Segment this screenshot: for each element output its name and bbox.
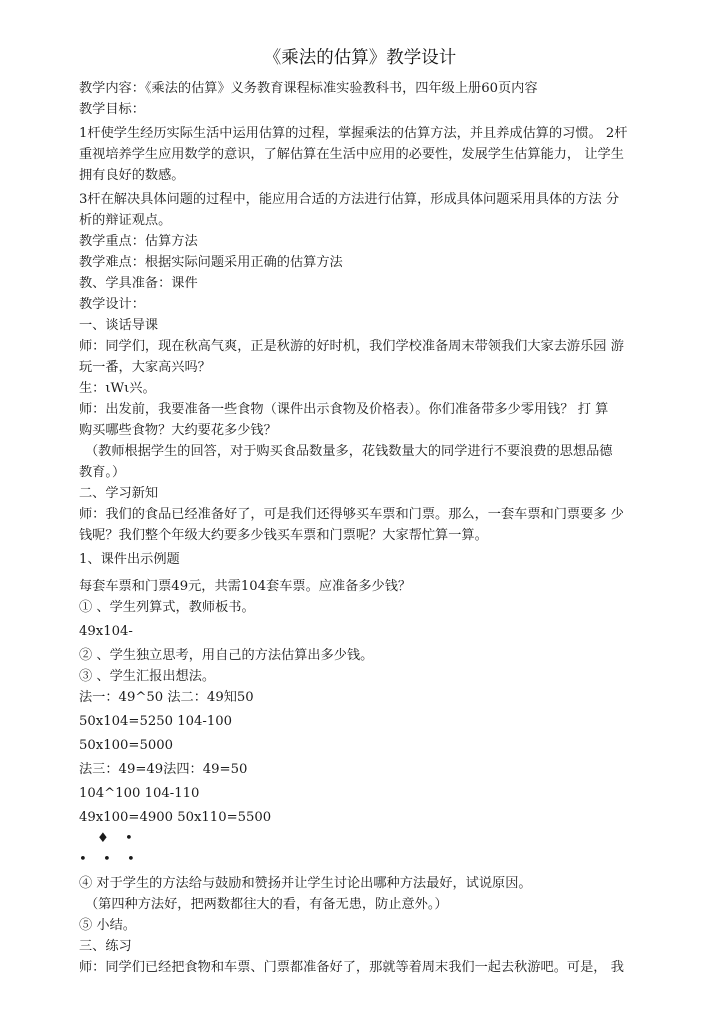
example-heading: 1、课件出示例题 [79,552,180,567]
note-line: （教师根据学生的回答，对于购买食品数量多，花钱数量大的同学进行不要浪费的思想品德 [85,444,613,459]
materials-line: 教、学具准备：课件 [79,276,198,291]
section-heading: 一、谈话导课 [79,318,159,333]
teaching-goals-heading: 教学目标： [79,102,145,117]
dialogue-line: 生：ιWι兴。 [79,381,156,396]
dialogue-line: 师：同学们，现在秋高气爽，正是秋游的好时机，我们学校准备周末带领我们大家去游乐园 游 [79,339,624,354]
note-line: （第四种方法好，把两数都往大的看，有备无患，防止意外。） [85,897,448,912]
note-line: 教育。） [79,465,126,480]
difficulty-line: 教学难点：根据实际问题采用正确的估算方法 [79,255,343,270]
teaching-content-line: 教学内容：《乘法的估算》义务教育课程标准实验教科书，四年级上册60页内容 [79,81,538,96]
dialogue-line: 师：我们的食品已经准备好了，可是我们还得够买车票和门票。那么，一套车票和门票要多 少 [79,507,624,522]
document-body [79,79,643,979]
bullet-mark-line: ♦ • [97,831,139,846]
step-line: ① 、学生列算式，教师板书。 [79,600,255,615]
dialogue-line: 钱呢？我们整个年级大约要多少钱买车票和门票呢？大家帮忙算一算。 [79,528,488,543]
section-heading: 三、练习 [79,939,132,954]
step-line: ② 、学生独立思考，用自己的方法估算出多少钱。 [79,648,374,663]
formula-line: 50x104=5250 104-100 [79,714,232,729]
formula-line: 50x100=5000 [79,738,173,753]
method-line: 法三：49=49法四：49=50 [79,762,248,777]
step-line: ④ 对于学生的方法给与鼓励和赞扬并让学生讨论出哪种方法最好，试说原因。 [79,876,532,891]
formula-line: 104^100 104-110 [79,786,200,801]
formula-line: 49x104- [79,624,133,639]
document-title: 《乘法的估算》教学设计 [263,48,457,68]
dialogue-line: 师：同学们已经把食物和车票、门票都准备好了，那就等着周末我们一起去秋游吧。可是， 我 [79,960,624,975]
key-point-line: 教学重点：估算方法 [79,234,198,249]
goal-line: 重视培养学生应用数学的意识，了解估算在生活中应用的必要性，发展学生估算能力， 让学生 [79,147,624,162]
section-heading: 二、学习新知 [79,486,159,501]
dialogue-line: 玩一番，大家高兴吗？ [79,360,211,375]
goal-line: 1杆使学生经历实际生活中运用估算的过程，掌握乘法的估算方法，并且养成估算的习惯。 2杆 [79,126,628,141]
goal-line: 析的辩证观点。 [79,213,172,228]
goal-line: 拥有良好的数感。 [79,168,185,183]
step-line: ③ 、学生汇报出想法。 [79,669,216,684]
dialogue-line: 师：出发前，我要准备一些食物（课件出示食物及价格表）。你们准备带多少零用钱？ 打 算 [79,402,609,417]
goal-line: 3杆在解决具体问题的过程中，能应用合适的方法进行估算，形成具体问题采用具体的方法 分 [79,192,620,207]
example-problem: 每套车票和门票49元，共需104套车票。应准备多少钱？ [79,579,412,594]
method-line: 法一：49^50 法二：49知50 [79,690,254,705]
dialogue-line: 购买哪些食物？大约要花多少钱？ [79,423,277,438]
bullet-mark-line: • • • [79,852,141,867]
formula-line: 49x100=4900 50x110=5500 [79,810,272,825]
step-line: ⑤ 小结。 [79,918,136,933]
design-heading: 教学设计： [79,297,145,312]
